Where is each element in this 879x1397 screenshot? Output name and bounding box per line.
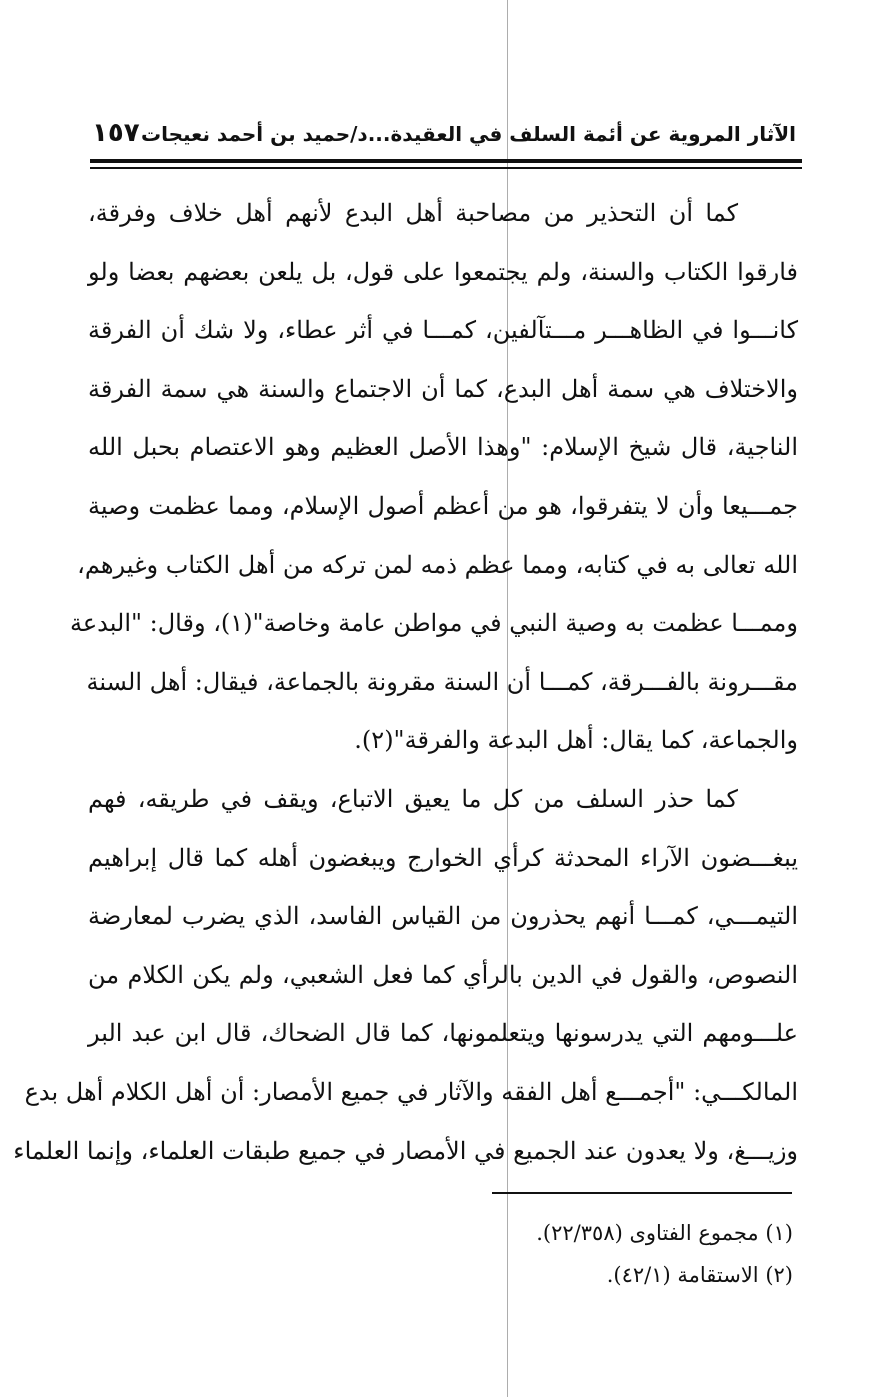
footnotes <box>536 1212 793 1296</box>
text-line: المالكـــي: "أجمـــع أهل الفقه والآثار في جميع الأمصار: أن أهل الكلام أهل بدع <box>24 1077 798 1106</box>
text-line: يبغـــضون الآراء المحدثة كرأي الخوارج ويبغضون أهله كما قال إبراهيم <box>88 843 799 872</box>
running-title: الآثار المروية عن أئمة السلف في العقيدة...د/حميد بن أحمد نعيجات <box>140 122 796 146</box>
text-line: جمـــيعا وأن لا يتفرقوا، هو من أعظم أصول الإسلام، ومما عظمت وصية <box>88 491 798 520</box>
page-number: ١٥٧ <box>92 118 140 148</box>
running-header <box>90 118 796 158</box>
footnote-1: (١) مجموع الفتاوى (٢٢/٣٥٨). <box>536 1221 793 1245</box>
text-line: التيمـــي، كمـــا أنهم يحذرون من القياس الفاسد، الذي يضرب لمعارضة <box>88 902 798 931</box>
header-rule-thick <box>90 159 802 163</box>
text-line: الناجية، قال شيخ الإسلام: "وهذا الأصل العظيم وهو الاعتصام بحبل الله <box>88 433 798 462</box>
text-line: فارقوا الكتاب والسنة، ولم يجتمعوا على قول، بل يلعن بعضهم بعضا ولو <box>88 257 798 286</box>
text-line: والاختلاف هي سمة أهل البدع، كما أن الاجتماع والسنة هي سمة الفرقة <box>88 374 798 403</box>
header-rule-thin <box>90 167 802 169</box>
footnote-2: (٢) الاستقامة (٤٢/١). <box>606 1263 793 1287</box>
text-line: كانـــوا في الظاهـــر مـــتآلفين، كمـــا في أثر عطاء، ولا شك أن الفرقة <box>88 316 798 345</box>
text-line: وممـــا عظمت به وصية النبي في مواطن عامة وخاصة"(١)، وقال: "البدعة <box>69 609 798 638</box>
footnote-separator <box>492 1192 792 1194</box>
text-line: الله تعالى به في كتابه، ومما عظم ذمه لمن تركه من أهل الكتاب وغيرهم، <box>77 550 798 579</box>
text-line: كما أن التحذير من مصاحبة أهل البدع لأنهم أهل خلاف وفرقة، <box>88 199 738 227</box>
body-text <box>13 184 799 1180</box>
text-line: علـــومهم التي يدرسونها ويتعلمونها، كما قال الضحاك، قال ابن عبد البر <box>88 1019 798 1048</box>
text-line: كما حذر السلف من كل ما يعيق الاتباع، ويقف في طريقه، فهم <box>88 784 738 813</box>
text-line: وزيـــغ، ولا يعدون عند الجميع في الأمصار في جميع طبقات العلماء، وإنما العلماء <box>13 1136 798 1165</box>
text-line: النصوص، والقول في الدين بالرأي كما فعل الشعبي، ولم يكن الكلام من <box>88 960 798 989</box>
text-line: والجماعة، كما يقال: أهل البدعة والفرقة"(٢). <box>354 726 798 755</box>
text-line: مقـــرونة بالفـــرقة، كمـــا أن السنة مقرونة بالجماعة، فيقال: أهل السنة <box>86 667 798 696</box>
